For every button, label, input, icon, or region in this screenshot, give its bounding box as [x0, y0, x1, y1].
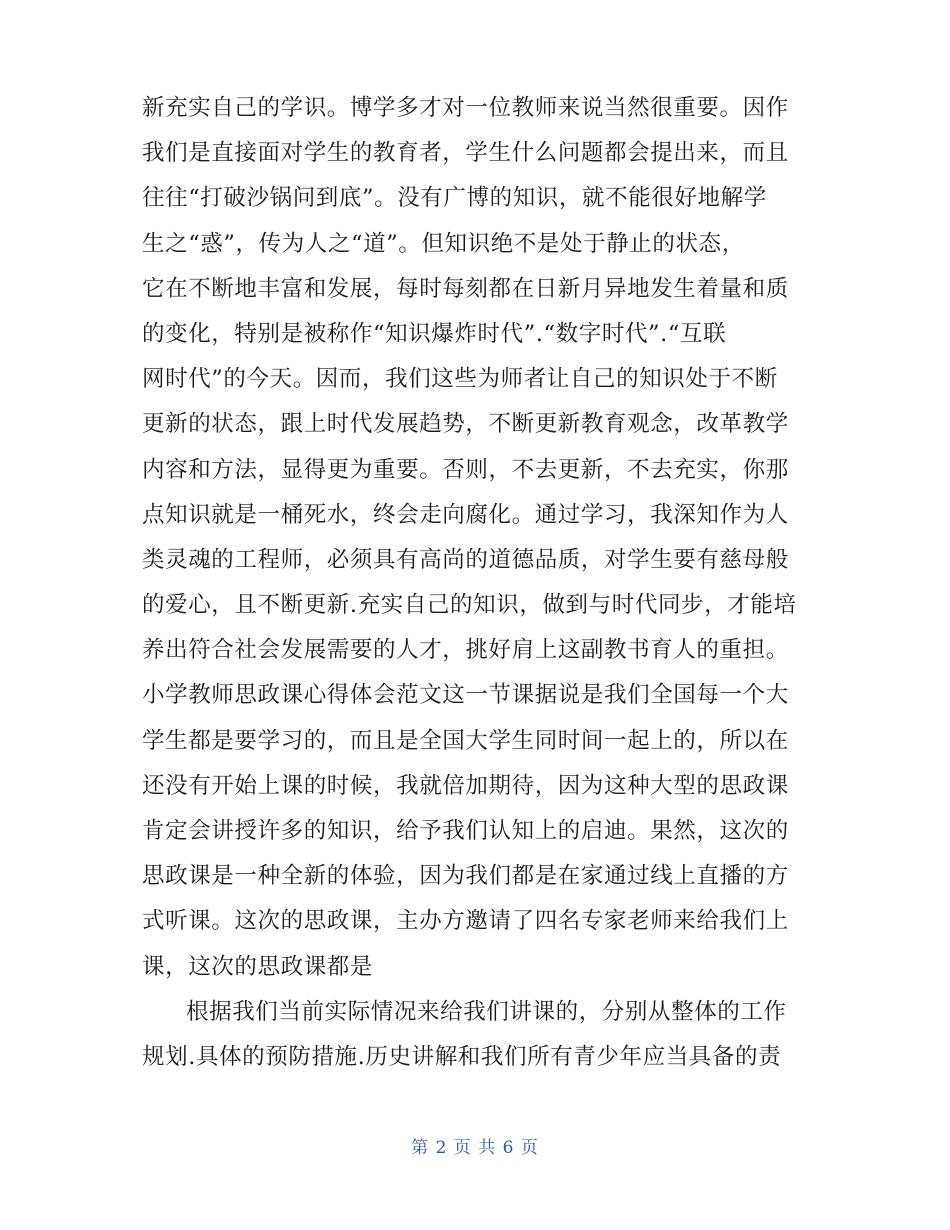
text-line: 肯定会讲授许多的知识，给予我们认知上的启迪。果然，这次的 — [142, 818, 789, 844]
text-line: 往往“打破沙锅问到底”。没有广博的知识，就不能很好地解学 — [142, 185, 767, 212]
paragraph-first-line: 根据我们当前实际情况来给我们讲课的，分别从整体的工作 — [186, 998, 787, 1025]
text-line: 更新的状态，跟上时代发展趋势，不断更新教育观念，改革教学 — [142, 411, 789, 438]
page-number: 第 2 页 共 6 页 — [411, 1138, 539, 1158]
text-line: 小学教师思政课心得体会范文这一节课据说是我们全国每一个大 — [142, 682, 789, 709]
text-line: 内容和方法，显得更为重要。否则，不去更新，不去充实，你那 — [142, 456, 789, 483]
text-line: 它在不断地丰富和发展，每时每刻都在日新月异地发生着量和质 — [142, 275, 789, 302]
text-line: 我们是直接面对学生的教育者，学生什么问题都会提出来，而且 — [142, 140, 789, 167]
body-text — [142, 86, 822, 1080]
text-line: 点知识就是一桶死水，终会走向腐化。通过学习，我深知作为人 — [142, 501, 789, 528]
text-line: 网时代”的今天。因而，我们这些为师者让自己的知识处于不断 — [142, 366, 778, 393]
text-line: 养出符合社会发展需要的人才，挑好肩上这副教书育人的重担。 — [142, 637, 789, 664]
text-line: 生之“惑”，传为人之“道”。但知识绝不是处于静止的状态， — [142, 230, 745, 257]
text-line: 式听课。这次的思政课，主办方邀请了四名专家老师来给我们上 — [142, 908, 789, 935]
text-line: 规划.具体的预防措施.历史讲解和我们所有青少年应当具备的责 — [142, 1043, 782, 1070]
text-line: 学生都是要学习的，而且是全国大学生同时间一起上的，所以在 — [142, 727, 789, 754]
text-line: 的爱心，且不断更新.充实自己的知识，做到与时代同步，才能培 — [142, 592, 797, 619]
text-line: 课，这次的思政课都是 — [142, 953, 374, 980]
text-line: 还没有开始上课的时候，我就倍加期待，因为这种大型的思政课 — [142, 772, 789, 799]
text-line: 的变化，特别是被称作“知识爆炸时代”.“数字时代”.“互联 — [142, 320, 727, 347]
text-line: 类灵魂的工程师，必须具有高尚的道德品质，对学生要有慈母般 — [142, 546, 789, 573]
text-line: 思政课是一种全新的体验，因为我们都是在家通过线上直播的方 — [142, 863, 789, 890]
text-line: 新充实自己的学识。博学多才对一位教师来说当然很重要。因作 — [142, 95, 789, 121]
